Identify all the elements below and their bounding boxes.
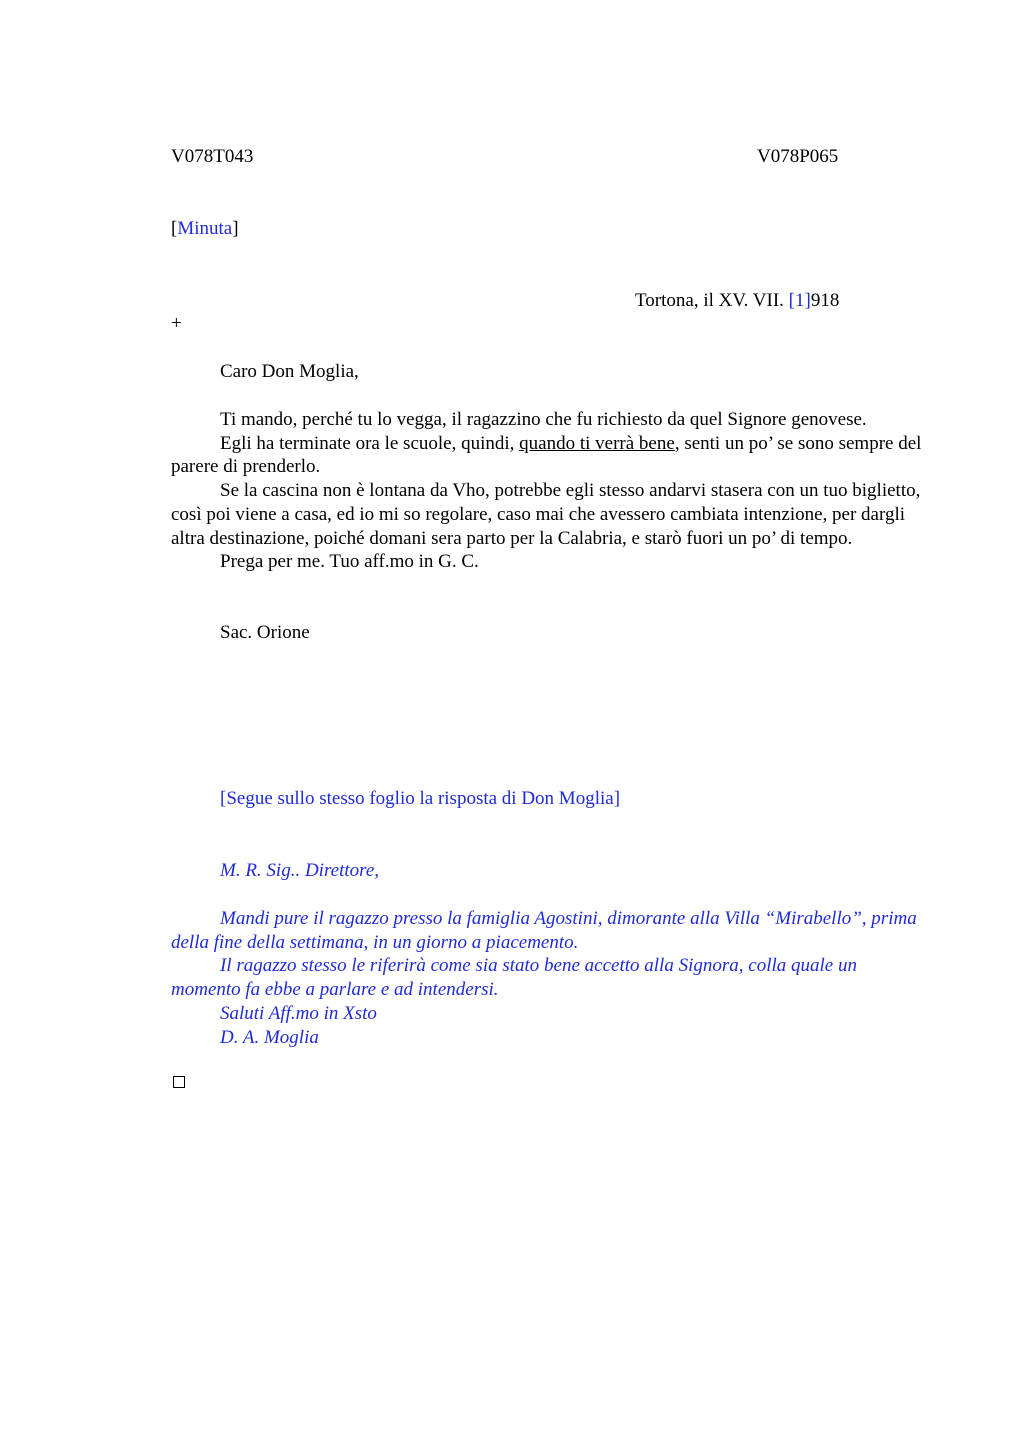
letter-paragraph-2 <box>171 432 931 479</box>
dateline-suffix: 918 <box>810 290 840 311</box>
letter-paragraph-1: Ti mando, perché tu lo vegga, il ragazzino che fu richiesto da quel Signore genovese. <box>220 409 867 430</box>
square-box-icon <box>173 1076 185 1088</box>
dateline-prefix: Tortona, il XV. VII. <box>635 290 789 311</box>
document-code-right: V078P065 <box>757 146 839 167</box>
letter-paragraph-4: Prega per me. Tuo aff.mo in G. C. <box>220 551 479 573</box>
letter-paragraph-2-end: , senti un po’ se sono sempre del parere di prenderlo. <box>171 432 922 478</box>
letter-body <box>171 408 931 574</box>
editorial-note: [Segue sullo stesso foglio la risposta di Don Moglia] <box>220 788 621 809</box>
document-code-left: V078T043 <box>171 146 254 167</box>
letter-paragraph-3: Se la cascina non è lontana da Vho, potrebbe egli stesso andarvi stasera con un tuo biglietto, così poi viene a casa, ed io mi so regolare, caso mai che avessero cambiata intenzione, per dargli altra destinazione, poiché domani sera parto per la Calabria, e starò fuori un po’ di tempo. <box>171 480 921 549</box>
dateline-editorial-bracket: [1] <box>788 290 811 311</box>
letter-paragraph-2-start: Egli ha terminate ora le scuole, quindi, <box>220 432 520 454</box>
reply-paragraph-1: Mandi pure il ragazzo presso la famiglia Agostini, dimorante alla Villa “Mirabello”, prima della fine della settimana, in un giorno a piacemento. <box>171 908 917 953</box>
reply-paragraph-2: Il ragazzo stesso le riferirà come sia stato bene accetto alla Signora, colla quale un momento fa ebbe a parlare e ad intendersi. <box>171 955 857 1001</box>
letter-salutation: Caro Don Moglia, <box>220 361 359 382</box>
minuta-word: Minuta <box>177 218 233 239</box>
letter-signature: Sac. Orione <box>220 622 310 643</box>
reply-body <box>171 907 931 1049</box>
cross-mark: + <box>171 313 182 334</box>
minuta-label <box>171 218 239 240</box>
reply-signature: D. A. Moglia <box>220 1026 319 1048</box>
minuta-open-bracket: [ <box>171 218 178 239</box>
minuta-close-bracket: ] <box>232 218 239 239</box>
reply-salutation: M. R. Sig.. Direttore, <box>220 860 380 881</box>
dateline <box>635 290 839 312</box>
underlined-phrase: quando ti verrà bene <box>519 432 675 454</box>
reply-paragraph-3: Saluti Aff.mo in Xsto <box>220 1002 377 1024</box>
